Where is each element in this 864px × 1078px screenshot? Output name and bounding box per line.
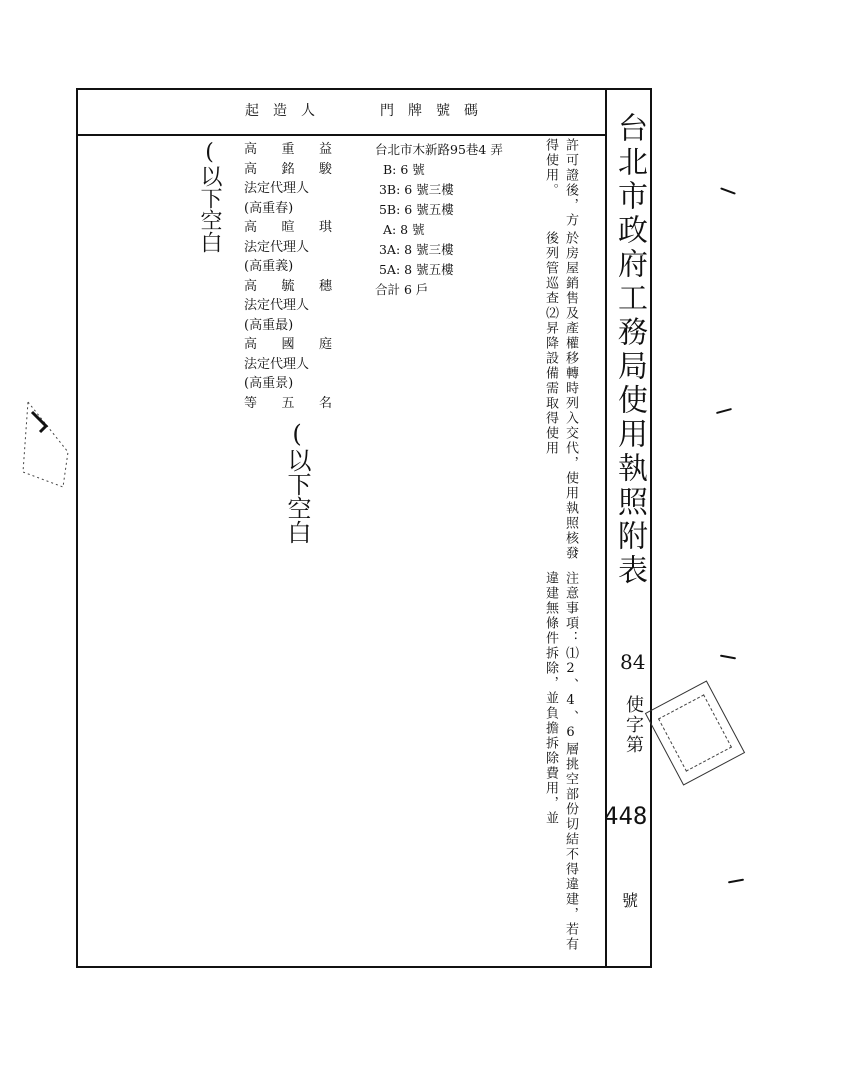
permit-number-prefix: 84 (620, 650, 646, 674)
builder-row: 法定代理人 (244, 298, 310, 313)
notes-line-3: 許可證後，方得使用。 (543, 138, 578, 228)
address-line: 5B: 6 號五樓 (375, 202, 454, 217)
builder-row: (高重最) (244, 317, 294, 333)
builder-row: 高 銘 駿 (244, 161, 332, 177)
blank-mark-left: (以下空白 (197, 140, 222, 253)
address-line: 台北市木新路95巷4 弄 (375, 142, 503, 157)
builder-row: (高重春) (244, 200, 294, 216)
address-line: 5A: 8 號五樓 (375, 262, 454, 277)
address-line: A: 8 號 (375, 222, 425, 237)
builder-row: (高重義) (244, 259, 294, 274)
permit-number: 448 (604, 802, 648, 830)
scan-speck (720, 655, 736, 660)
blank-mark-middle: (以下空白 (283, 420, 311, 544)
seal-stamp-inner (658, 694, 732, 771)
builder-row: 高 毓 穗 (244, 278, 332, 294)
page-title: 台北市政府工務局使用執照附表 (612, 112, 647, 588)
builder-row: 高 重 益 (244, 142, 332, 157)
notes-line-2: 於房屋銷售及產權移轉時列入交代，使用執照核發後列管巡查⑵昇降設備需取得使用 (543, 231, 578, 562)
scan-speck (720, 187, 736, 194)
builder-row: 高 暄 琪 (244, 220, 332, 235)
address-line: 3B: 6 號三樓 (375, 182, 454, 197)
header-builder: 起造人 (245, 103, 329, 119)
address-line: 合計 6 戶 (375, 282, 429, 297)
builder-row: 等 五 名 (244, 395, 332, 411)
builder-row: 高 國 庭 (244, 337, 332, 352)
builder-row: (高重景) (244, 376, 294, 391)
scan-speck (716, 408, 732, 414)
scan-speck (728, 879, 744, 884)
address-list (375, 140, 503, 300)
address-line: 3A: 8 號三樓 (375, 242, 454, 257)
permit-suffix: 號 (622, 891, 639, 910)
header-address: 門牌號碼 (380, 103, 492, 119)
builder-list (244, 140, 332, 413)
builder-row: 法定代理人 (244, 181, 310, 196)
permit-code: 使字第 (623, 695, 644, 755)
address-line: B: 6 號 (375, 162, 425, 177)
seal-stamp-left (18, 392, 76, 492)
notes-line-1: 注意事項：⑴2、4、6層挑空部份切結不得違建，若有違建無條件拆除，並負擔拆除費用，並 (543, 571, 578, 952)
builder-row: 法定代理人 (244, 356, 310, 372)
notes-block (540, 138, 580, 958)
builder-row: 法定代理人 (244, 239, 310, 255)
header-divider (76, 134, 607, 136)
seal-stamp-right (645, 680, 745, 785)
